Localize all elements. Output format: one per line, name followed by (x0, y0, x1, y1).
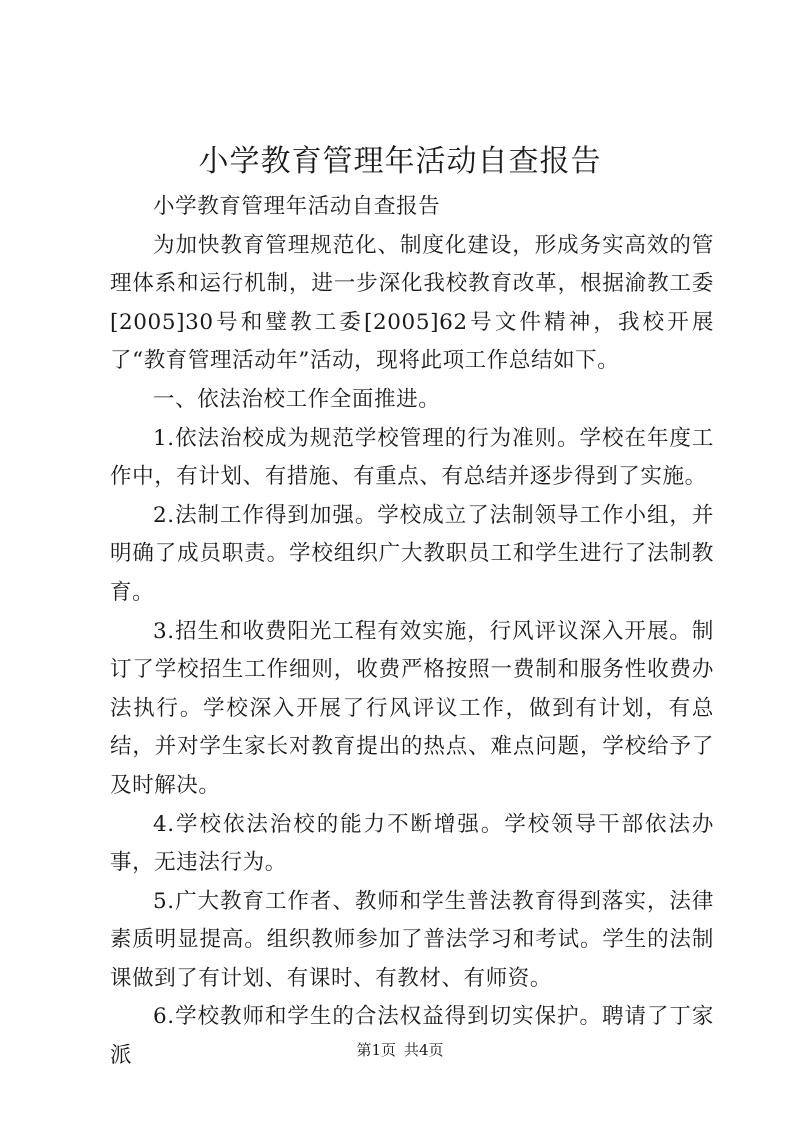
document-title: 小学教育管理年活动自查报告 (198, 144, 602, 179)
page-total: 共4页 (404, 1041, 444, 1059)
paragraph-item-3: 3.招生和收费阳光工程有效实施，行风评议深入开展。制订了学校招生工作细则，收费严格按照一费制和服务性收费办法执行。学校深入开展了行风评议工作，做到有计划，有总结，并对学生家长对教育提出的热点、难点问题，学校给予了及时解决。 (110, 618, 714, 798)
paragraph-subtitle: 小学教育管理年活动自查报告 (153, 194, 441, 219)
page-number: 第1页 (356, 1041, 396, 1059)
paragraph-item-2: 2.法制工作得到加强。学校成立了法制领导工作小组，并明确了成员职责。学校组织广大教职员工和学生进行了法制教育。 (110, 502, 714, 605)
page-footer (0, 1040, 800, 1060)
paragraph-item-4: 4.学校依法治校的能力不断增强。学校领导干部依法办事，无违法行为。 (110, 811, 714, 876)
paragraph-intro: 为加快教育管理规范化、制度化建设，形成务实高效的管理体系和运行机制，进一步深化我校教育改革，根据渝教工委[2005]30号和璧教工委[2005]62号文件精神，我校开展了“教育管理活动年”活动，现将此项工作总结如下。 (110, 232, 714, 374)
paragraph-item-1: 1.依法治校成为规范学校管理的行为准则。学校在年度工作中，有计划、有措施、有重点、有总结并逐步得到了实施。 (110, 425, 714, 490)
document-body (110, 188, 714, 1076)
section-heading: 一、依法治校工作全面推进。 (153, 386, 441, 412)
paragraph-item-6: 6.学校教师和学生的合法权益得到切实保护。聘请了丁家派 (110, 1004, 714, 1069)
paragraph-item-5: 5.广大教育工作者、教师和学生普法教育得到落实，法律素质明显提高。组织教师参加了普法学习和考试。学生的法制课做到了有计划、有课时、有教材、有师资。 (110, 888, 714, 991)
